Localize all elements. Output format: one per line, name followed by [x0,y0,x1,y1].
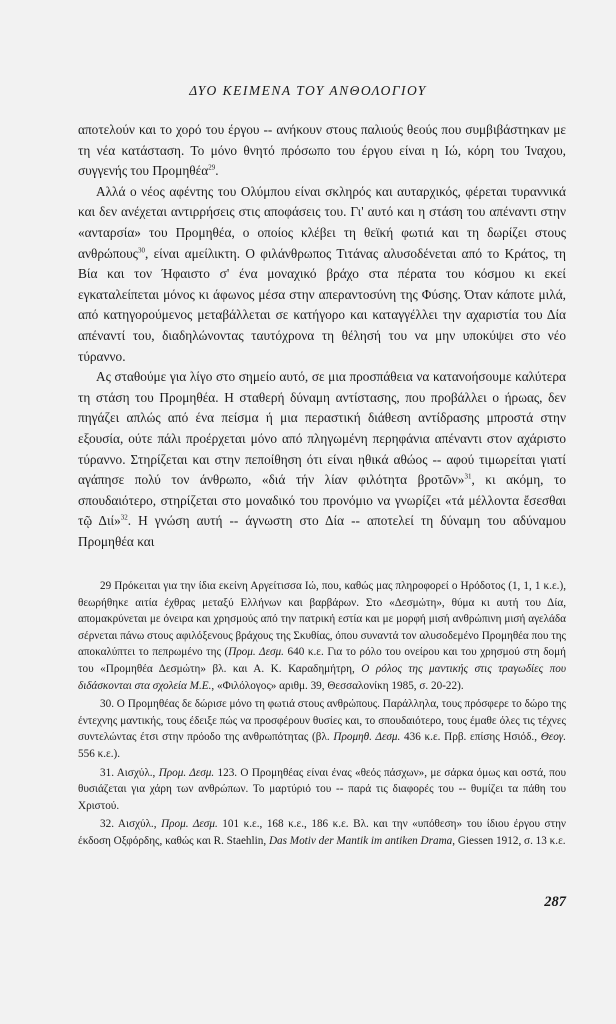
running-head: ΔΥΟ ΚΕΙΜΕΝΑ ΤΟΥ ΑΝΘΟΛΟΓΙΟΥ [189,83,427,98]
paragraph-3: Ας σταθούμε για λίγο στο σημείο αυτό, σε μια προσπάθεια να κατανοήσουμε καλύτερα τη στάση του Προμηθέα. Η σταθερή δύναμη αντίστασης, που προβάλλει ο ήρωας, δεν πηγάζει απλώς από ένα πείσμα ή μια περαστική διάθεση αντίδρασης μπροστά στην εξουσία, ούτε πάλι προέρχεται μόνο από πληγωμένη περηφάνια απέναντι στον αχάριστο τύραννο. Στηρίζεται και στην πεποίθηση ότι είναι ηθικά αθώος -- αφού τιμωρείται γιατί αγάπησε πολύ τον άνθρωπο, «διά τήν λίαν φιλότητα βροτῶν»$^{31}$, κι ακόμη, το σπουδαιότερο, στηρίζεται στο μοναδικό του προνόμιο να γνωρίζει «τά μέλλοντα ἔσεσθαι τῷ Διί»$^{32}$. Η γνώση αυτή -- άγνωστη στο Δία -- αποτελεί τη δύναμη του αδύναμου Προμηθέα και [78,369,566,549]
footnote-31: 31. Αισχύλ., Προμ. Δεσμ. 123. Ο Προμηθέας είναι ένας «θεός πάσχων», με σάρκα όμως και οστά, που θυσιάζεται για χάρη των ανθρώπων. Το μαρτύριό του -- παρά τις διαφορές του -- θυμίζει τα πάθη του Χριστού. [78,766,566,812]
page-number: 287 [544,894,566,910]
footnote-ref-31[interactable]: 31 [464,472,472,481]
footnote-ref-29[interactable]: 29 [208,163,216,172]
footnote-ref-32[interactable]: 32 [120,513,128,522]
footnote-ref-30[interactable]: 30 [137,246,145,255]
footnote-30: 30. Ο Προμηθέας δε δώρισε μόνο τη φωτιά στους ανθρώπους. Παράλληλα, τους πρόσφερε το δώρο της έντεχνης μαντικής, τους έδειξε πώς να προσφέρουν θυσίες και, το σπουδαιότερο, τους έμαθε όλες τις τέχνες συντελώντας έτσι στην πρόοδο της ανθρωπότητας (βλ. Προμηθ. Δεσμ. 436 κ.ε. Πρβ. επίσης Ησιόδ., Θεογ. 556 κ.ε.). [78,698,566,760]
footnotes [78,578,566,850]
body-text [78,120,566,552]
footnote-29: 29 Πρόκειται για την ίδια εκείνη Αργείτισσα Ιώ, που, καθώς μας πληροφορεί ο Ηρόδοτος (1, 1, 1 κ.ε.), θεωρήθηκε αιτία έχθρας μεταξύ Ελλήνων και βαρβάρων. Στο «Δεσμώτη», θύμα κι αυτή του Δία, απομακρύνεται με όνειρα και χρησμούς από την πατρική εστία και με μορφή μισή ανθρώπινη μισή αγελάδα σέρνεται πάνω στους αφιλόξενους βράχους της Σκυθίας, όπου συναντά τον αλυσοδεμένο Προμηθέα που της αποκαλύπτει το πεπρωμένο της (Προμ. Δεσμ. 640 κ.ε. Για το ρόλο του ονείρου και του χρησμού στη δομή του «Προμηθέα Δεσμώτη» βλ. και Α. Κ. Καραδημήτρη, Ο ρόλος της μαντικής στις τραγωδίες που διδάσκονται στα σχολεία Μ.Ε., «Φιλόλογος» αριθμ. 39, Θεσσαλονίκη 1985, σ. 20-22). [78,580,566,692]
paragraph-1: αποτελούν και το χορό του έργου -- ανήκουν στους παλιούς θεούς που συμβιβάστηκαν με τη νέα κατάσταση. Το μόνο θνητό πρόσωπο του έργου είναι η Ιώ, κόρη του Ίναχου, συγγενής του Προμηθέα$^{29}$. [78,122,566,179]
paragraph-2: Αλλά ο νέος αφέντης του Ολύμπου είναι σκληρός και αυταρχικός, φέρεται τυραννικά και δεν ανέχεται αντιρρήσεις στις αποφάσεις του. Γι' αυτό και η στάση του απέναντι στην «ανταρσία» του Προμηθέα, ο οποίος κλέβει τη θεϊκή φωτιά και τη δωρίζει στους ανθρώπους$^{30}$, είναι αμείλικτη. Ο φιλάνθρωπος Τιτάνας αλυσοδένεται από το Κράτος, τη Βία και τον Ήφαιστο σ' ένα μοναχικό βράχο στα πέρατα του κόσμου κι εκεί εγκαταλείπεται μόνος κι άφωνος μέσα στην απεραντοσύνη της Φύσης. Όταν κάποτε μιλά, από κατηγορούμενος μεταβάλλεται σε κατήγορο και καταγγέλλει την αχαριστία του Δία απέναντί του, διαδηλώνοντας ταυτόχρονα τη θέλησή του να μην υποκύψει στο νέο τύραννο. [78,183,566,364]
footnote-32: 32. Αισχύλ., Προμ. Δεσμ. 101 κ.ε., 168 κ.ε., 186 κ.ε. Βλ. και την «υπόθεση» του ίδιου έργου στην έκδοση Οξφόρδης, καθώς και R. Staehlin, Das Motiv der Mantik im antiken Drama, Giessen 1912, σ. 13 κ.ε. [78,818,566,847]
